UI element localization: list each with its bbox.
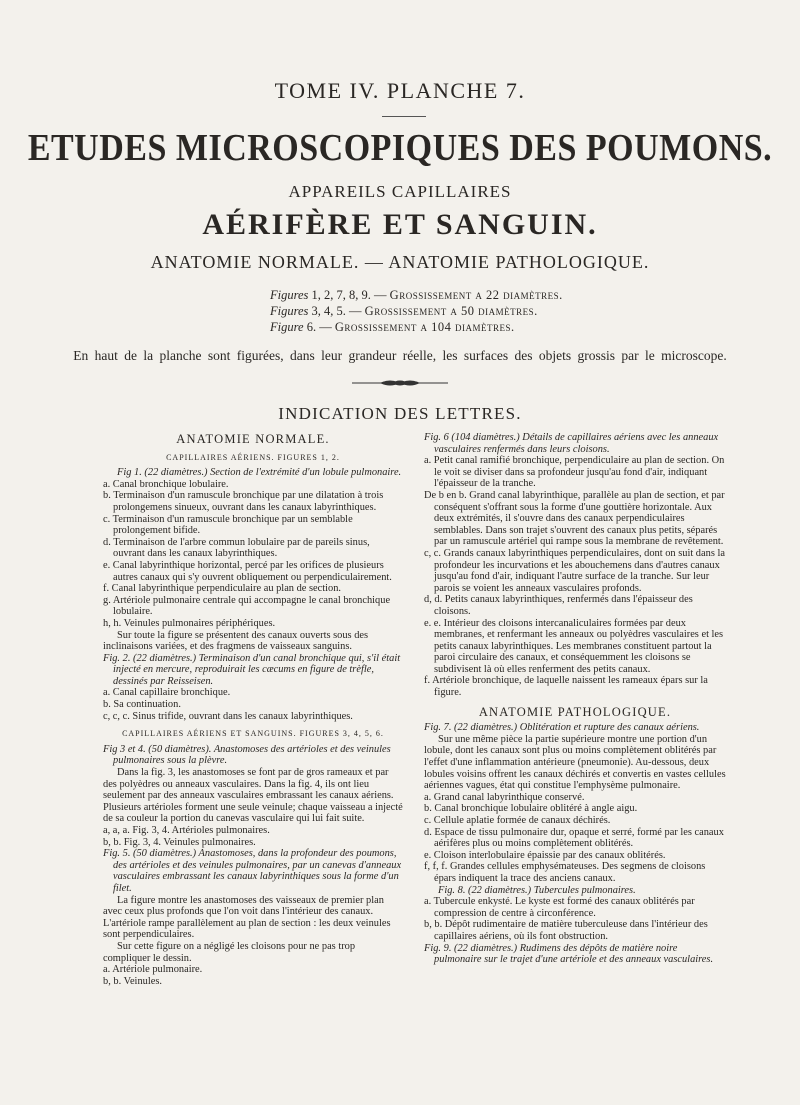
right-column <box>424 432 726 966</box>
legend-item: f. Canal labyrinthique perpendiculaire au plan de section. <box>103 583 342 595</box>
figure-caption: Fig 1. (22 diamètres.) Section de l'extrémité d'un lobule pulmonaire. <box>117 467 402 479</box>
subtitle-aerifere: AÉRIFÈRE ET SANGUIN. <box>202 208 598 241</box>
legend-item: h, h. Veinules pulmonaires périphériques. <box>103 617 276 629</box>
legend-item: a. Petit canal ramifié bronchique, perpendiculaire au plan de section. On le voit se diviser dans sa profondeur jusqu'au fond d'air, indiquant l'épaisseur de la tranche. <box>424 455 725 490</box>
legend-item: b. Sa continuation. <box>103 699 181 711</box>
title-rule <box>382 116 426 117</box>
figure-caption: Fig. 8. (22 diamètres.) Tubercules pulmonaires. <box>438 884 636 896</box>
figure-caption: Fig. 9. (22 diamètres.) Rudimens des dépôts de matière noire pulmonaire sur le trajet d'une artériole et des anneaux vasculaires. <box>424 942 714 966</box>
tome-heading: TOME IV. PLANCHE 7. <box>274 78 526 103</box>
fig-nums: 6. — <box>303 320 335 334</box>
legend-item: b. Canal bronchique lobulaire oblitéré à angle aigu. <box>424 803 638 815</box>
subtitle-capillaires: APPAREILS CAPILLAIRES <box>288 182 512 201</box>
legend-item: b, b. Fig. 3, 4. Veinules pulmonaires. <box>103 836 256 848</box>
section-subheading: CAPILLAIRES AÉRIENS. FIGURES 1, 2. <box>166 452 340 462</box>
fig-nums: 3, 4, 5. — <box>308 304 365 318</box>
legend-item: c, c. Grands canaux labyrinthiques perpendiculaires, dont on suit dans la profondeur les incurvations et les abouchemens dans d'autres canaux jusqu'au fond d'air, indiquant l'autre surface de la tranche. Sur leur parois se voient les anneaux vasculaires profonds. <box>424 547 725 594</box>
figure-caption: Fig. 5. (50 diamètres.) Anastomoses, dans la profondeur des poumons, des artérioles et des veinules pulmonaires, par un canevas d'anneaux vasculaires embrassant les canaux labyrinthiques sous la forme d'un filet. <box>103 848 402 894</box>
section-subheading: CAPILLAIRES AÉRIENS ET SANGUINS. FIGURES 3, 4, 5, 6. <box>122 729 384 739</box>
ornament-divider <box>352 378 448 388</box>
legend-item: e. e. Intérieur des cloisons intercanaliculaires formées par deux membranes, et renfermant les anneaux ou polyèdres vasculaires et les petits canaux labyrinthiques. Les membranes constituent partout la paroi circulaire des canaux, et conséquemment les cloisons se subdivisent là où elles renferment des petits canaux. <box>424 617 724 675</box>
legend-item: e. Canal labyrinthique horizontal, percé par les orifices de plusieurs autres canaux qui s'y ouvrent obliquement ou perpendiculairement. <box>103 559 392 583</box>
legend-item: a. Tubercule enkysté. Le kyste est formé des canaux oblitérés par compression de centre à circonférence. <box>424 896 695 919</box>
fig-desc: Grossissement a 50 diamètres. <box>364 304 538 318</box>
fig-label: Figures <box>270 304 309 318</box>
paragraph: Sur une même pièce la partie supérieure montre une portion d'un lobule, dont les canaux sont plus ou moins complètement oblitérés par l'effet d'une inflammation antérieure (pneumonie). Au-dessous, deux lobules voisins offrent les canaux déchirés et convertis en vastes cellules aériennes vagues, état qui constitue l'emphysème pulmonaire. <box>424 733 726 792</box>
subtitle-anatomie: ANATOMIE NORMALE. — ANATOMIE PATHOLOGIQUE. <box>150 252 650 272</box>
legend-item: d, d. Petits canaux labyrinthiques, renfermés dans l'épaisseur des cloisons. <box>424 594 693 617</box>
paragraph: La figure montre les anastomoses des vaisseaux de premier plan avec ceux plus profonds que l'on voit dans l'intérieur des canaux. L'artériole rampe parallèlement au plan de section : les deux veinules sont perpendiculaires. <box>103 894 391 941</box>
fig-desc: Grossissement a 104 diamètres. <box>334 320 515 334</box>
magnification-line <box>270 287 563 303</box>
legend-item: a, a, a. Fig. 3, 4. Artérioles pulmonaires. <box>103 825 270 836</box>
indication-heading: INDICATION DES LETTRES. <box>278 404 522 423</box>
figure-caption: Fig. 6 (104 diamètres.) Détails de capillaires aériens avec les anneaux vasculaires renfermés dans leurs cloisons. <box>424 432 719 455</box>
magnification-line <box>270 319 563 335</box>
magnification-list <box>270 287 563 335</box>
fig-label: Figures <box>270 288 309 302</box>
page-title: ETUDES MICROSCOPIQUES DES POUMONS. <box>27 127 773 170</box>
legend-item: c. Cellule aplatie formée de canaux déchirés. <box>424 815 611 826</box>
legend-item: c. Terminaison d'un ramuscule bronchique par un semblable prolongement bifide. <box>103 513 353 537</box>
legend-item: De b en b. Grand canal labyrinthique, parallèle au plan de section, et par conséquent s'offrant sous la forme d'une gouttière horizontale. Aux deux extrémités, il s'ouvre dans des canaux perpendiculaires semblables. Dans son trajet s'ouvrent des canaux plus petits, séparés par un ramuscule artériel qui rampe sous la membrane de revêtement. <box>424 489 725 548</box>
paragraph: Sur toute la figure se présentent des canaux ouverts sous des inclinaisons variées, et des fragmens de vaisseaux sanguins. <box>103 629 369 653</box>
figure-caption: Fig. 2. (22 diamètres.) Terminaison d'un canal bronchique qui, s'il était injecté en mercure, reproduirait les cæcums en figure de trèfle, dessinés par Reisseisen. <box>103 652 401 687</box>
legend-item: c, c, c. Sinus trifide, ouvrant dans les canaux labyrinthiques. <box>103 710 353 722</box>
legend-item: g. Artériole pulmonaire centrale qui accompagne le canal bronchique lobulaire. <box>103 594 391 618</box>
paragraph: Sur cette figure on a négligé les cloisons pour ne pas trop compliquer le dessin. <box>103 940 356 964</box>
legend-item: b. Terminaison d'un ramuscule bronchique par une dilatation à trois prolongemens sinueux, ouvrant dans les canaux labyrinthiques. <box>103 490 384 513</box>
legend-item: f, f, f. Grandes cellules emphysémateuses. Des segmens de cloisons épars indiquent la trace des anciens canaux. <box>424 861 706 884</box>
legend-item: f. Artériole bronchique, de laquelle naissent les rameaux épars sur la figure. <box>424 675 708 699</box>
section-heading: ANATOMIE PATHOLOGIQUE. <box>478 704 672 719</box>
legend-item: b, b. Veinules. <box>103 975 162 987</box>
legend-item: d. Terminaison de l'arbre commun lobulaire par de pareils sinus, ouvrant dans les canaux labyrinthiques. <box>103 536 370 560</box>
figure-caption: Fig 3 et 4. (50 diamètres). Anastomoses des artérioles et des veinules pulmonaires sous la plèvre. <box>103 743 391 767</box>
legend-item: a. Grand canal labyrinthique conservé. <box>424 791 585 803</box>
legend-item: e. Cloison interlobulaire épaissie par des canaux oblitérés. <box>424 849 666 861</box>
section-heading: ANATOMIE NORMALE. <box>176 432 330 446</box>
legend-item: a. Canal bronchique lobulaire. <box>103 478 229 490</box>
legend-item: a. Canal capillaire bronchique. <box>103 687 231 699</box>
magnification-line <box>270 303 563 319</box>
legend-item: b, b. Dépôt rudimentaire de matière tuberculeuse dans l'intérieur des capillaires aériens, où ils font obstruction. <box>424 919 708 942</box>
fig-label: Figure <box>270 320 304 334</box>
figure-caption: Fig. 7. (22 diamètres.) Oblitération et rupture des canaux aériens. <box>424 722 700 734</box>
size-note: En haut de la planche sont figurées, dans leur grandeur réelle, les surfaces des objets grossis par le microscope. <box>73 348 727 363</box>
fig-desc: Grossissement a 22 diamètres. <box>389 288 563 302</box>
paragraph: Dans la fig. 3, les anastomoses se font par de gros rameaux et par des polyèdres ou anneaux vasculaires. Dans la fig. 4, ils ont lieu seulement par des anneaux vasculaires embrassant les canaux aériens. Plusieurs artérioles forment une seule veinule; chaque vaisseau a injecté de sa couleur la portion du canevas vasculaire qui lui fait suite. <box>103 767 403 825</box>
left-column <box>103 432 403 987</box>
legend-item: a. Artériole pulmonaire. <box>103 964 203 976</box>
fig-nums: 1, 2, 7, 8, 9. — <box>308 288 390 302</box>
legend-item: d. Espace de tissu pulmonaire dur, opaque et serré, formé par les canaux aérifères plus ou moins complètement oblitérés. <box>424 826 724 850</box>
